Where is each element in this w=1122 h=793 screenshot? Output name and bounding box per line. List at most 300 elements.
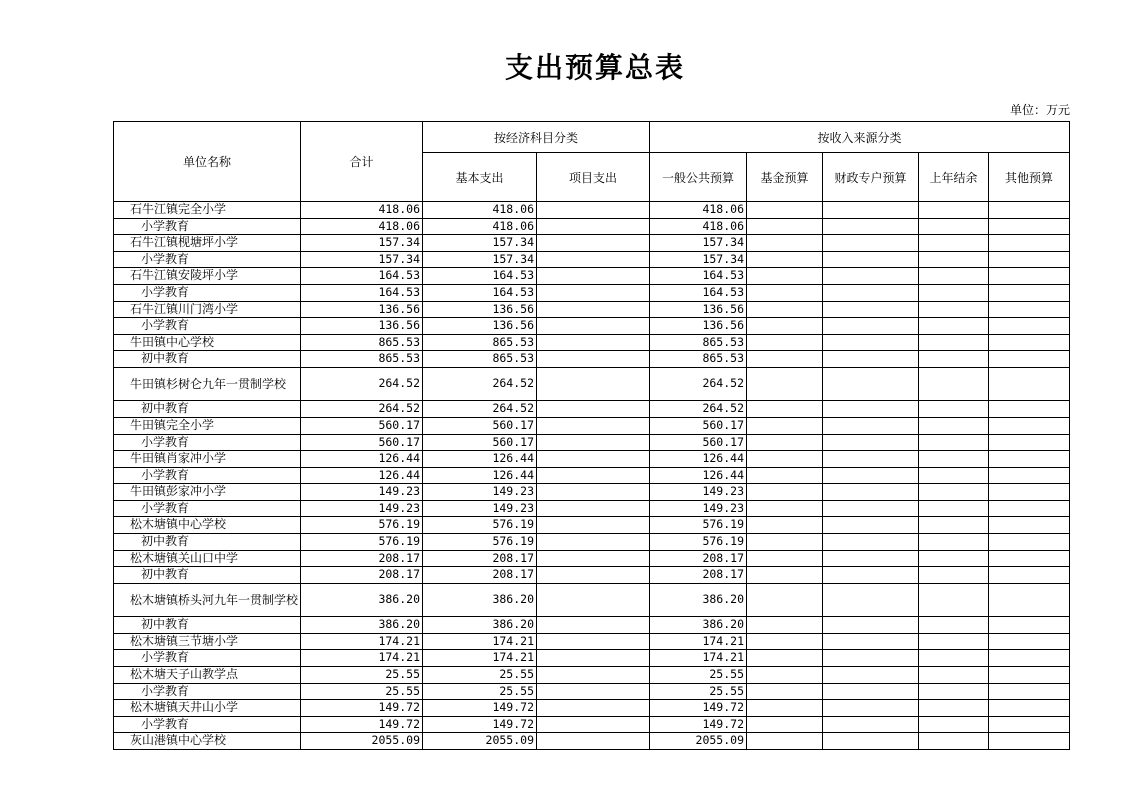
cell-project bbox=[537, 251, 650, 268]
cell-total: 136.56 bbox=[301, 301, 423, 318]
cell-total: 126.44 bbox=[301, 451, 423, 468]
cell-general: 136.56 bbox=[650, 318, 747, 335]
cell-total: 208.17 bbox=[301, 567, 423, 584]
cell-fund bbox=[747, 700, 823, 717]
cell-special bbox=[823, 467, 919, 484]
cell-carryover bbox=[919, 583, 989, 616]
cell-fund bbox=[747, 318, 823, 335]
cell-unit-name: 初中教育 bbox=[114, 351, 301, 368]
cell-general: 126.44 bbox=[650, 467, 747, 484]
cell-general: 164.53 bbox=[650, 268, 747, 285]
cell-general: 174.21 bbox=[650, 650, 747, 667]
table-row bbox=[114, 218, 1070, 235]
cell-carryover bbox=[919, 617, 989, 634]
unit-label: 单位：万元 bbox=[1009, 103, 1070, 117]
cell-special bbox=[823, 733, 919, 750]
cell-carryover bbox=[919, 202, 989, 219]
cell-total: 149.23 bbox=[301, 484, 423, 501]
cell-fund bbox=[747, 617, 823, 634]
cell-total: 149.72 bbox=[301, 700, 423, 717]
cell-general: 126.44 bbox=[650, 451, 747, 468]
cell-basic: 126.44 bbox=[423, 451, 537, 468]
cell-total: 157.34 bbox=[301, 251, 423, 268]
cell-unit-name: 小学教育 bbox=[114, 434, 301, 451]
cell-fund bbox=[747, 517, 823, 534]
cell-basic: 208.17 bbox=[423, 567, 537, 584]
cell-fund bbox=[747, 733, 823, 750]
cell-unit-name: 小学教育 bbox=[114, 467, 301, 484]
cell-general: 149.23 bbox=[650, 484, 747, 501]
cell-basic: 576.19 bbox=[423, 517, 537, 534]
cell-unit-name: 初中教育 bbox=[114, 617, 301, 634]
cell-project bbox=[537, 550, 650, 567]
cell-special bbox=[823, 633, 919, 650]
cell-total: 157.34 bbox=[301, 235, 423, 252]
cell-carryover bbox=[919, 268, 989, 285]
table-row bbox=[114, 301, 1070, 318]
table-row bbox=[114, 284, 1070, 301]
cell-basic: 149.72 bbox=[423, 716, 537, 733]
cell-other bbox=[989, 700, 1070, 717]
table-row bbox=[114, 534, 1070, 551]
cell-special bbox=[823, 417, 919, 434]
table-row bbox=[114, 251, 1070, 268]
cell-carryover bbox=[919, 401, 989, 418]
cell-carryover bbox=[919, 301, 989, 318]
cell-unit-name: 牛田镇彭家冲小学 bbox=[114, 484, 301, 501]
cell-fund bbox=[747, 716, 823, 733]
header-total: 合计 bbox=[301, 122, 423, 202]
cell-general: 149.72 bbox=[650, 700, 747, 717]
cell-project bbox=[537, 733, 650, 750]
cell-unit-name: 松木塘镇中心学校 bbox=[114, 517, 301, 534]
cell-general: 418.06 bbox=[650, 218, 747, 235]
cell-unit-name: 初中教育 bbox=[114, 401, 301, 418]
cell-project bbox=[537, 318, 650, 335]
cell-project bbox=[537, 517, 650, 534]
cell-project bbox=[537, 650, 650, 667]
cell-special bbox=[823, 716, 919, 733]
cell-special bbox=[823, 434, 919, 451]
cell-unit-name: 松木塘镇关山口中学 bbox=[114, 550, 301, 567]
cell-unit-name: 松木塘镇桥头河九年一贯制学校 bbox=[114, 583, 301, 616]
cell-other bbox=[989, 467, 1070, 484]
cell-other bbox=[989, 235, 1070, 252]
cell-project bbox=[537, 484, 650, 501]
cell-general: 2055.09 bbox=[650, 733, 747, 750]
cell-general: 157.34 bbox=[650, 235, 747, 252]
cell-basic: 126.44 bbox=[423, 467, 537, 484]
cell-special bbox=[823, 334, 919, 351]
cell-carryover bbox=[919, 650, 989, 667]
cell-total: 164.53 bbox=[301, 268, 423, 285]
cell-unit-name: 石牛江镇安陵坪小学 bbox=[114, 268, 301, 285]
cell-total: 164.53 bbox=[301, 284, 423, 301]
cell-special bbox=[823, 617, 919, 634]
cell-general: 174.21 bbox=[650, 633, 747, 650]
cell-total: 264.52 bbox=[301, 367, 423, 400]
cell-other bbox=[989, 284, 1070, 301]
cell-other bbox=[989, 434, 1070, 451]
cell-fund bbox=[747, 683, 823, 700]
cell-carryover bbox=[919, 484, 989, 501]
cell-basic: 157.34 bbox=[423, 251, 537, 268]
cell-total: 126.44 bbox=[301, 467, 423, 484]
cell-carryover bbox=[919, 334, 989, 351]
cell-project bbox=[537, 534, 650, 551]
cell-fund bbox=[747, 301, 823, 318]
cell-basic: 208.17 bbox=[423, 550, 537, 567]
cell-project bbox=[537, 434, 650, 451]
cell-fund bbox=[747, 417, 823, 434]
cell-fund bbox=[747, 500, 823, 517]
cell-basic: 174.21 bbox=[423, 633, 537, 650]
table-row bbox=[114, 567, 1070, 584]
cell-special bbox=[823, 567, 919, 584]
cell-fund bbox=[747, 534, 823, 551]
cell-other bbox=[989, 401, 1070, 418]
cell-carryover bbox=[919, 667, 989, 684]
cell-carryover bbox=[919, 367, 989, 400]
cell-other bbox=[989, 583, 1070, 616]
cell-project bbox=[537, 301, 650, 318]
cell-total: 560.17 bbox=[301, 417, 423, 434]
cell-total: 386.20 bbox=[301, 583, 423, 616]
cell-total: 174.21 bbox=[301, 650, 423, 667]
cell-other bbox=[989, 517, 1070, 534]
header-by-economic: 按经济科目分类 bbox=[423, 122, 650, 153]
page-title: 支出预算总表 bbox=[504, 51, 685, 84]
cell-general: 149.72 bbox=[650, 716, 747, 733]
cell-other bbox=[989, 716, 1070, 733]
cell-unit-name: 初中教育 bbox=[114, 567, 301, 584]
header-unit-name: 单位名称 bbox=[114, 122, 301, 202]
cell-basic: 418.06 bbox=[423, 218, 537, 235]
cell-general: 164.53 bbox=[650, 284, 747, 301]
cell-carryover bbox=[919, 716, 989, 733]
cell-carryover bbox=[919, 517, 989, 534]
cell-unit-name: 松木塘镇三节塘小学 bbox=[114, 633, 301, 650]
cell-fund bbox=[747, 251, 823, 268]
cell-project bbox=[537, 451, 650, 468]
cell-fund bbox=[747, 351, 823, 368]
table-row bbox=[114, 484, 1070, 501]
cell-basic: 386.20 bbox=[423, 583, 537, 616]
table-row bbox=[114, 235, 1070, 252]
cell-fund bbox=[747, 401, 823, 418]
cell-special bbox=[823, 351, 919, 368]
cell-other bbox=[989, 301, 1070, 318]
cell-special bbox=[823, 484, 919, 501]
cell-other bbox=[989, 534, 1070, 551]
cell-total: 576.19 bbox=[301, 517, 423, 534]
cell-carryover bbox=[919, 567, 989, 584]
cell-general: 386.20 bbox=[650, 617, 747, 634]
cell-other bbox=[989, 318, 1070, 335]
cell-basic: 25.55 bbox=[423, 667, 537, 684]
cell-project bbox=[537, 633, 650, 650]
header-fund: 基金预算 bbox=[747, 153, 823, 202]
cell-special bbox=[823, 251, 919, 268]
cell-total: 418.06 bbox=[301, 218, 423, 235]
table-row bbox=[114, 550, 1070, 567]
cell-total: 25.55 bbox=[301, 667, 423, 684]
table-row bbox=[114, 683, 1070, 700]
cell-basic: 149.23 bbox=[423, 484, 537, 501]
cell-general: 576.19 bbox=[650, 517, 747, 534]
cell-carryover bbox=[919, 251, 989, 268]
cell-special bbox=[823, 583, 919, 616]
table-row bbox=[114, 667, 1070, 684]
cell-special bbox=[823, 517, 919, 534]
cell-project bbox=[537, 218, 650, 235]
cell-basic: 149.23 bbox=[423, 500, 537, 517]
cell-total: 149.72 bbox=[301, 716, 423, 733]
cell-general: 418.06 bbox=[650, 202, 747, 219]
cell-total: 174.21 bbox=[301, 633, 423, 650]
cell-general: 25.55 bbox=[650, 683, 747, 700]
cell-general: 386.20 bbox=[650, 583, 747, 616]
header-by-source: 按收入来源分类 bbox=[650, 122, 1070, 153]
cell-unit-name: 小学教育 bbox=[114, 716, 301, 733]
cell-carryover bbox=[919, 500, 989, 517]
cell-total: 2055.09 bbox=[301, 733, 423, 750]
cell-fund bbox=[747, 235, 823, 252]
cell-other bbox=[989, 451, 1070, 468]
cell-general: 865.53 bbox=[650, 351, 747, 368]
cell-basic: 164.53 bbox=[423, 284, 537, 301]
cell-basic: 560.17 bbox=[423, 434, 537, 451]
table-row bbox=[114, 716, 1070, 733]
cell-general: 208.17 bbox=[650, 567, 747, 584]
cell-other bbox=[989, 218, 1070, 235]
cell-project bbox=[537, 700, 650, 717]
cell-special bbox=[823, 235, 919, 252]
cell-fund bbox=[747, 583, 823, 616]
cell-carryover bbox=[919, 218, 989, 235]
cell-fund bbox=[747, 650, 823, 667]
cell-basic: 560.17 bbox=[423, 417, 537, 434]
budget-table bbox=[113, 121, 1070, 750]
cell-special bbox=[823, 401, 919, 418]
cell-unit-name: 牛田镇杉树仑九年一贯制学校 bbox=[114, 367, 301, 400]
cell-fund bbox=[747, 367, 823, 400]
cell-carryover bbox=[919, 318, 989, 335]
cell-other bbox=[989, 484, 1070, 501]
cell-project bbox=[537, 284, 650, 301]
cell-general: 157.34 bbox=[650, 251, 747, 268]
cell-general: 149.23 bbox=[650, 500, 747, 517]
cell-special bbox=[823, 367, 919, 400]
cell-total: 208.17 bbox=[301, 550, 423, 567]
cell-general: 560.17 bbox=[650, 434, 747, 451]
cell-general: 264.52 bbox=[650, 367, 747, 400]
cell-unit-name: 石牛江镇完全小学 bbox=[114, 202, 301, 219]
cell-fund bbox=[747, 550, 823, 567]
cell-carryover bbox=[919, 700, 989, 717]
cell-project bbox=[537, 334, 650, 351]
cell-project bbox=[537, 683, 650, 700]
cell-other bbox=[989, 202, 1070, 219]
cell-general: 25.55 bbox=[650, 667, 747, 684]
table-row bbox=[114, 700, 1070, 717]
cell-unit-name: 灰山港镇中心学校 bbox=[114, 733, 301, 750]
table-row bbox=[114, 318, 1070, 335]
cell-special bbox=[823, 301, 919, 318]
cell-special bbox=[823, 683, 919, 700]
cell-basic: 264.52 bbox=[423, 401, 537, 418]
cell-fund bbox=[747, 284, 823, 301]
cell-project bbox=[537, 667, 650, 684]
cell-total: 264.52 bbox=[301, 401, 423, 418]
cell-project bbox=[537, 202, 650, 219]
cell-project bbox=[537, 583, 650, 616]
header-other: 其他预算 bbox=[989, 153, 1070, 202]
table-row bbox=[114, 451, 1070, 468]
cell-other bbox=[989, 367, 1070, 400]
cell-fund bbox=[747, 567, 823, 584]
cell-basic: 157.34 bbox=[423, 235, 537, 252]
cell-special bbox=[823, 268, 919, 285]
cell-basic: 136.56 bbox=[423, 318, 537, 335]
cell-other bbox=[989, 417, 1070, 434]
cell-fund bbox=[747, 467, 823, 484]
cell-total: 386.20 bbox=[301, 617, 423, 634]
cell-carryover bbox=[919, 284, 989, 301]
cell-unit-name: 小学教育 bbox=[114, 284, 301, 301]
cell-special bbox=[823, 500, 919, 517]
cell-project bbox=[537, 401, 650, 418]
cell-unit-name: 石牛江镇川门湾小学 bbox=[114, 301, 301, 318]
cell-other bbox=[989, 683, 1070, 700]
cell-carryover bbox=[919, 633, 989, 650]
cell-fund bbox=[747, 268, 823, 285]
cell-fund bbox=[747, 633, 823, 650]
table-row bbox=[114, 367, 1070, 400]
header-carryover: 上年结余 bbox=[919, 153, 989, 202]
table-row bbox=[114, 202, 1070, 219]
cell-fund bbox=[747, 484, 823, 501]
cell-unit-name: 牛田镇完全小学 bbox=[114, 417, 301, 434]
cell-general: 264.52 bbox=[650, 401, 747, 418]
table-row bbox=[114, 434, 1070, 451]
cell-total: 576.19 bbox=[301, 534, 423, 551]
cell-project bbox=[537, 567, 650, 584]
cell-fund bbox=[747, 202, 823, 219]
cell-basic: 136.56 bbox=[423, 301, 537, 318]
cell-project bbox=[537, 716, 650, 733]
cell-unit-name: 小学教育 bbox=[114, 650, 301, 667]
cell-total: 865.53 bbox=[301, 351, 423, 368]
cell-special bbox=[823, 700, 919, 717]
cell-basic: 25.55 bbox=[423, 683, 537, 700]
cell-other bbox=[989, 733, 1070, 750]
cell-special bbox=[823, 650, 919, 667]
cell-basic: 418.06 bbox=[423, 202, 537, 219]
cell-fund bbox=[747, 451, 823, 468]
cell-fund bbox=[747, 667, 823, 684]
cell-carryover bbox=[919, 417, 989, 434]
table-row bbox=[114, 517, 1070, 534]
cell-general: 560.17 bbox=[650, 417, 747, 434]
header-special: 财政专户预算 bbox=[823, 153, 919, 202]
cell-total: 560.17 bbox=[301, 434, 423, 451]
cell-special bbox=[823, 202, 919, 219]
header-project: 项目支出 bbox=[537, 153, 650, 202]
table-row bbox=[114, 351, 1070, 368]
cell-basic: 386.20 bbox=[423, 617, 537, 634]
cell-fund bbox=[747, 334, 823, 351]
table-row bbox=[114, 650, 1070, 667]
cell-total: 25.55 bbox=[301, 683, 423, 700]
cell-basic: 174.21 bbox=[423, 650, 537, 667]
cell-special bbox=[823, 284, 919, 301]
header-general: 一般公共预算 bbox=[650, 153, 747, 202]
cell-unit-name: 初中教育 bbox=[114, 534, 301, 551]
table-row bbox=[114, 268, 1070, 285]
cell-unit-name: 松木塘镇天井山小学 bbox=[114, 700, 301, 717]
cell-basic: 2055.09 bbox=[423, 733, 537, 750]
cell-unit-name: 小学教育 bbox=[114, 500, 301, 517]
cell-carryover bbox=[919, 351, 989, 368]
cell-unit-name: 小学教育 bbox=[114, 218, 301, 235]
cell-carryover bbox=[919, 733, 989, 750]
cell-special bbox=[823, 318, 919, 335]
header-basic: 基本支出 bbox=[423, 153, 537, 202]
table-row bbox=[114, 417, 1070, 434]
table-row bbox=[114, 334, 1070, 351]
table-row bbox=[114, 467, 1070, 484]
table-row bbox=[114, 617, 1070, 634]
cell-project bbox=[537, 417, 650, 434]
cell-unit-name: 牛田镇中心学校 bbox=[114, 334, 301, 351]
cell-carryover bbox=[919, 550, 989, 567]
cell-unit-name: 小学教育 bbox=[114, 251, 301, 268]
cell-basic: 164.53 bbox=[423, 268, 537, 285]
cell-carryover bbox=[919, 434, 989, 451]
cell-other bbox=[989, 351, 1070, 368]
cell-other bbox=[989, 667, 1070, 684]
cell-basic: 865.53 bbox=[423, 351, 537, 368]
cell-other bbox=[989, 550, 1070, 567]
cell-total: 136.56 bbox=[301, 318, 423, 335]
cell-carryover bbox=[919, 534, 989, 551]
cell-unit-name: 牛田镇肖家冲小学 bbox=[114, 451, 301, 468]
cell-project bbox=[537, 235, 650, 252]
cell-other bbox=[989, 500, 1070, 517]
cell-special bbox=[823, 451, 919, 468]
cell-total: 418.06 bbox=[301, 202, 423, 219]
cell-special bbox=[823, 667, 919, 684]
cell-project bbox=[537, 467, 650, 484]
cell-general: 136.56 bbox=[650, 301, 747, 318]
cell-special bbox=[823, 218, 919, 235]
table-row bbox=[114, 401, 1070, 418]
cell-carryover bbox=[919, 451, 989, 468]
table-row bbox=[114, 583, 1070, 616]
cell-total: 149.23 bbox=[301, 500, 423, 517]
cell-total: 865.53 bbox=[301, 334, 423, 351]
cell-unit-name: 松木塘天子山教学点 bbox=[114, 667, 301, 684]
cell-other bbox=[989, 334, 1070, 351]
cell-general: 208.17 bbox=[650, 550, 747, 567]
cell-basic: 865.53 bbox=[423, 334, 537, 351]
table-body bbox=[114, 202, 1070, 750]
cell-unit-name: 小学教育 bbox=[114, 683, 301, 700]
cell-project bbox=[537, 367, 650, 400]
cell-unit-name: 小学教育 bbox=[114, 318, 301, 335]
cell-carryover bbox=[919, 683, 989, 700]
